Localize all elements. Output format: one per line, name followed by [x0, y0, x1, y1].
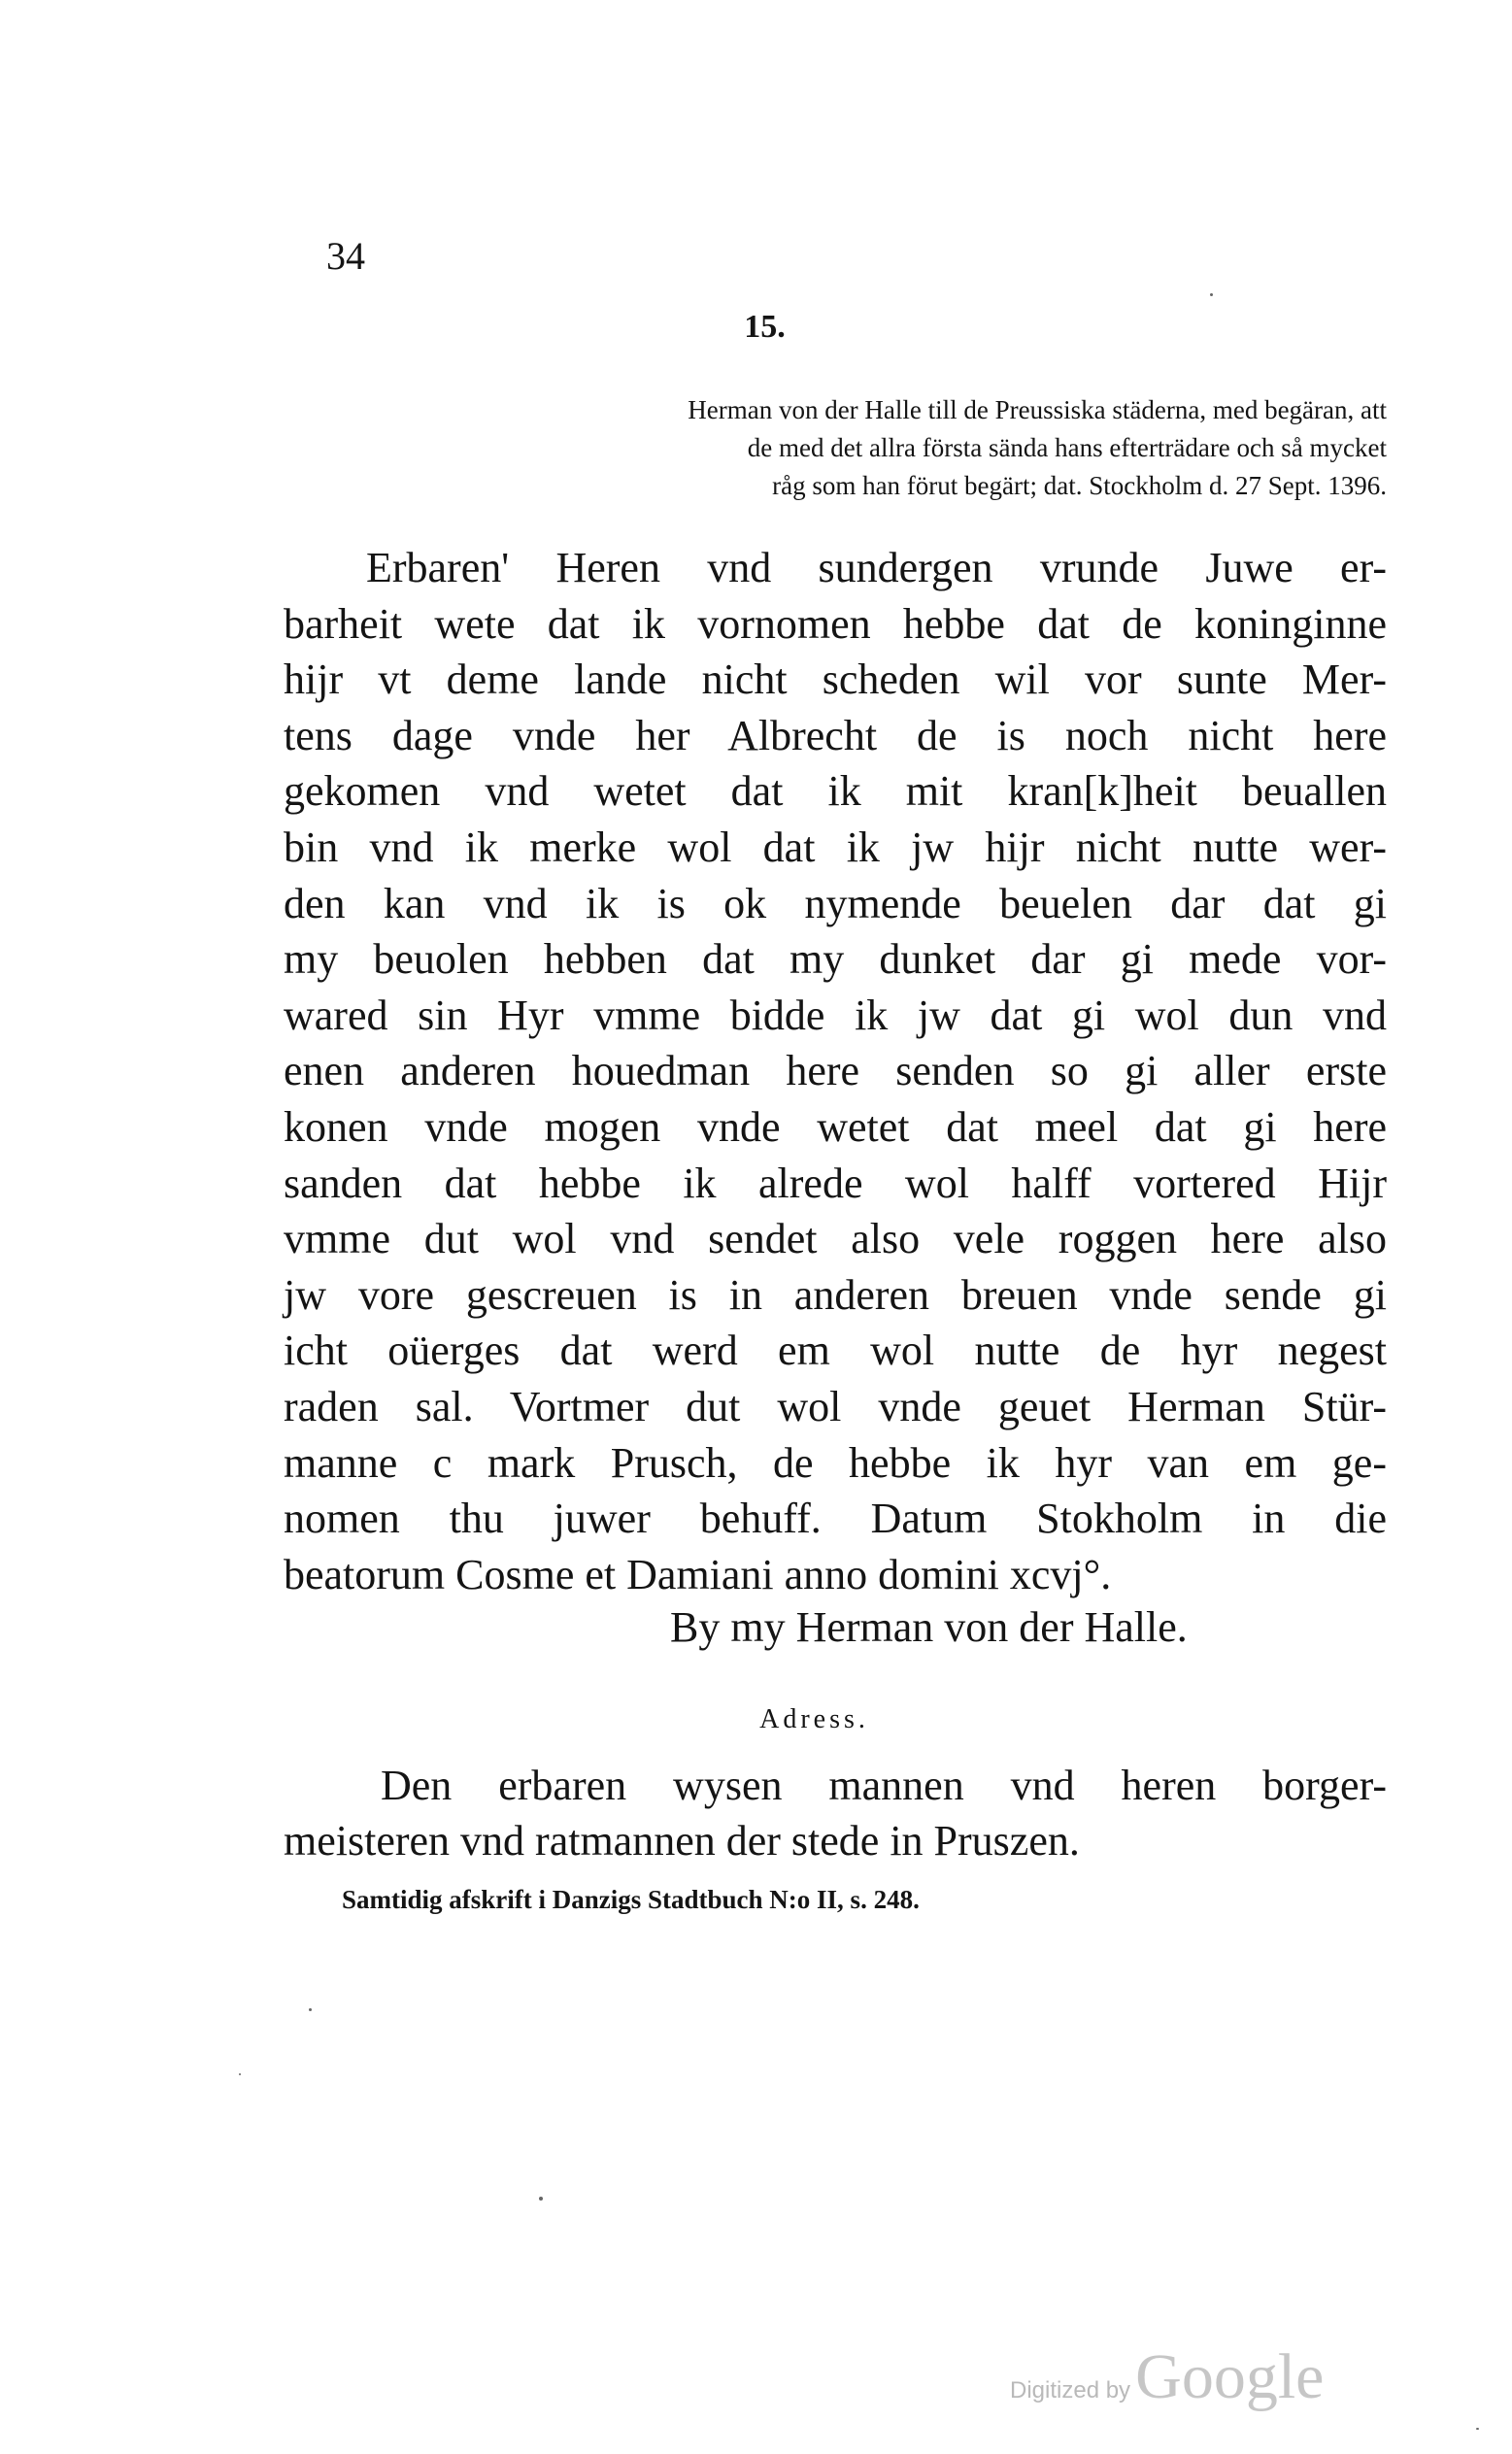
document-summary [474, 391, 1387, 505]
body-line: sanden dat hebbe ik alrede wol halff vortered Hijr [284, 1159, 1387, 1207]
body-line: hijr vt deme lande nicht scheden wil vor sunte Mer- [284, 656, 1387, 704]
body-line: beatorum Cosme et Damiani anno domini xcvj°. [284, 1550, 1112, 1598]
body-line: icht oüerges dat werd em wol nutte de hyr negest [284, 1327, 1387, 1375]
scan-speck [309, 2008, 312, 2011]
document-number: 15. [744, 309, 786, 345]
scan-speck [239, 2073, 241, 2075]
body-line: enen anderen houedman here senden so gi aller erste [284, 1047, 1387, 1095]
address-line: meisteren vnd ratmannen der stede in Pruszen. [284, 1817, 1080, 1865]
body-line: den kan vnd ik is ok nymende beuelen dar dat gi [284, 879, 1387, 927]
body-line: manne c mark Prusch, de hebbe ik hyr van em ge- [284, 1438, 1387, 1487]
watermark-prefix: Digitized by [1010, 2377, 1131, 2404]
body-line: my beuolen hebben dat my dunket dar gi mede vor- [284, 935, 1387, 984]
body-line: bin vnd ik merke wol dat ik jw hijr nicht nutte wer- [284, 823, 1387, 871]
body-line: wared sin Hyr vmme bidde ik jw dat gi wol dun vnd [284, 991, 1387, 1039]
body-line: barheit wete dat ik vornomen hebbe dat de koninginne [284, 599, 1387, 648]
address-line: Den erbaren wysen mannen vnd heren borger- [381, 1762, 1387, 1809]
page-number: 34 [326, 234, 365, 278]
scan-speck [539, 2197, 543, 2201]
scan-speck [1476, 2428, 1479, 2430]
digitized-watermark [1010, 2340, 1324, 2414]
body-line: gekomen vnd wetet dat ik mit kran[k]heit beuallen [284, 767, 1387, 816]
body-line: vmme dut wol vnd sendet also vele roggen here also [284, 1215, 1387, 1263]
signature-line: By my Herman von der Halle. [670, 1603, 1188, 1651]
body-line: Erbaren' Heren vnd sundergen vrunde Juwe er- [366, 544, 1387, 591]
body-line: raden sal. Vortmer dut wol vnde geuet Herman Stür- [284, 1382, 1387, 1430]
summary-line: Herman von der Halle till de Preussiska städerna, med begäran, att [688, 395, 1387, 424]
body-line: jw vore gescreuen is in anderen breuen vnde sende gi [284, 1270, 1387, 1319]
summary-line: de med det allra första sända hans efterträdare och så mycket [747, 433, 1387, 462]
scan-speck [1210, 293, 1213, 296]
letter-body [284, 540, 1387, 1602]
address-block [284, 1758, 1387, 1868]
summary-line: råg som han förut begärt; dat. Stockholm d. 27 Sept. 1396. [772, 471, 1387, 500]
body-line: nomen thu juwer behuff. Datum Stokholm in die [284, 1495, 1387, 1543]
google-logo: Google [1135, 2341, 1325, 2412]
body-line: tens dage vnde her Albrecht de is noch nicht here [284, 711, 1387, 759]
source-note: Samtidig afskrift i Danzigs Stadtbuch N:o II, s. 248. [342, 1885, 920, 1914]
body-line: konen vnde mogen vnde wetet dat meel dat gi here [284, 1102, 1387, 1151]
address-heading: Adress. [759, 1704, 869, 1734]
